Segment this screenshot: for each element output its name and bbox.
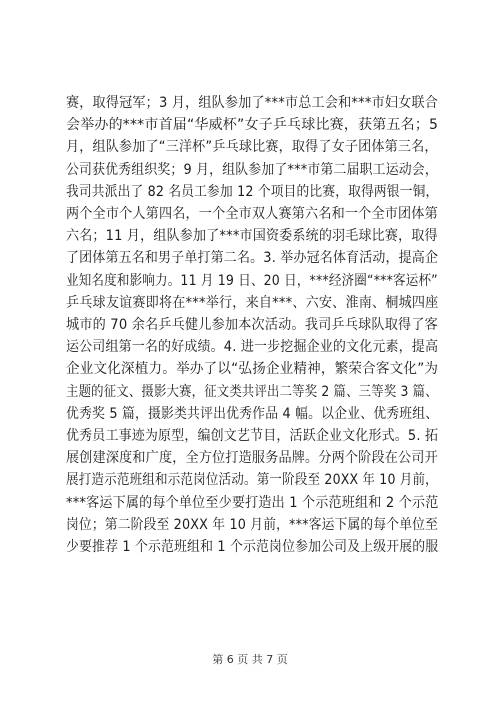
body-line: 赛，取得冠军；3 月，组队参加了***市总工会和***市妇女联合 (66, 95, 439, 111)
document-body (66, 92, 438, 558)
body-line: 了团体第五名和男子单打第二名。3. 举办冠名体育活动，提高企 (66, 250, 439, 267)
body-line: 会举办的***市首届“华威杯”女子乒乓球比赛，获第五名；5 (66, 117, 439, 134)
body-line: 展创建深度和广度，全方位打造服务品牌。分两个阶段在公司开 (66, 450, 438, 467)
body-line: 优秀奖 5 篇，摄影类共评出优秀作品 4 幅。以企业、优秀班组、 (66, 405, 439, 422)
body-line: 展打造示范班组和示范岗位活动。第一阶段至 20XX 年 10 月前， (66, 472, 438, 489)
body-line: ***客运下属的每个单位至少要打造出 1 个示范班组和 2 个示范 (66, 494, 439, 511)
page-number-footer: 第 6 页 共 7 页 (212, 653, 288, 666)
body-line: 优秀员工事迹为原型，编创文艺节目，活跃企业文化形式。5. 拓 (66, 428, 439, 445)
body-line: 主题的征文、摄影大赛，征文类共评出二等奖 2 篇、三等奖 3 篇、 (66, 383, 438, 400)
body-line: 乒乓球友谊赛即将在***举行，来自***、六安、淮南、桐城四座 (66, 294, 439, 311)
body-line: 月，组队参加了“三洋杯”乒乓球比赛，取得了女子团体第三名， (66, 139, 438, 156)
body-line: 少要推荐 1 个示范班组和 1 个示范岗位参加公司及上级开展的服 (66, 539, 439, 556)
body-line: 两个全市个人第四名，一个全市双人赛第六名和一个全市团体第 (66, 206, 438, 223)
body-line: 六名；11 月，组队参加了***市国资委系统的羽毛球比赛，取得 (66, 228, 438, 245)
body-line: 运公司组第一名的好成绩。4. 进一步挖掘企业的文化元素，提高 (66, 339, 439, 356)
body-line: 我司共派出了 82 名员工参加 12 个项目的比赛，取得两银一铜， (66, 183, 439, 200)
body-line: 公司获优秀组织奖；9 月，组队参加了***市第二届职工运动会， (66, 161, 438, 178)
body-line: 城市的 70 余名乒乓健儿参加本次活动。我司乒乓球队取得了客 (66, 317, 438, 334)
body-line: 业知名度和影响力。11 月 19 日、20 日，***经济圈“***客运杯” (66, 272, 438, 289)
body-line: 岗位；第二阶段至 20XX 年 10 月前，***客运下属的每个单位至 (66, 516, 438, 533)
body-line: 企业文化深植力。举办了以“弘扬企业精神，繁荣合客文化”为 (66, 361, 439, 378)
